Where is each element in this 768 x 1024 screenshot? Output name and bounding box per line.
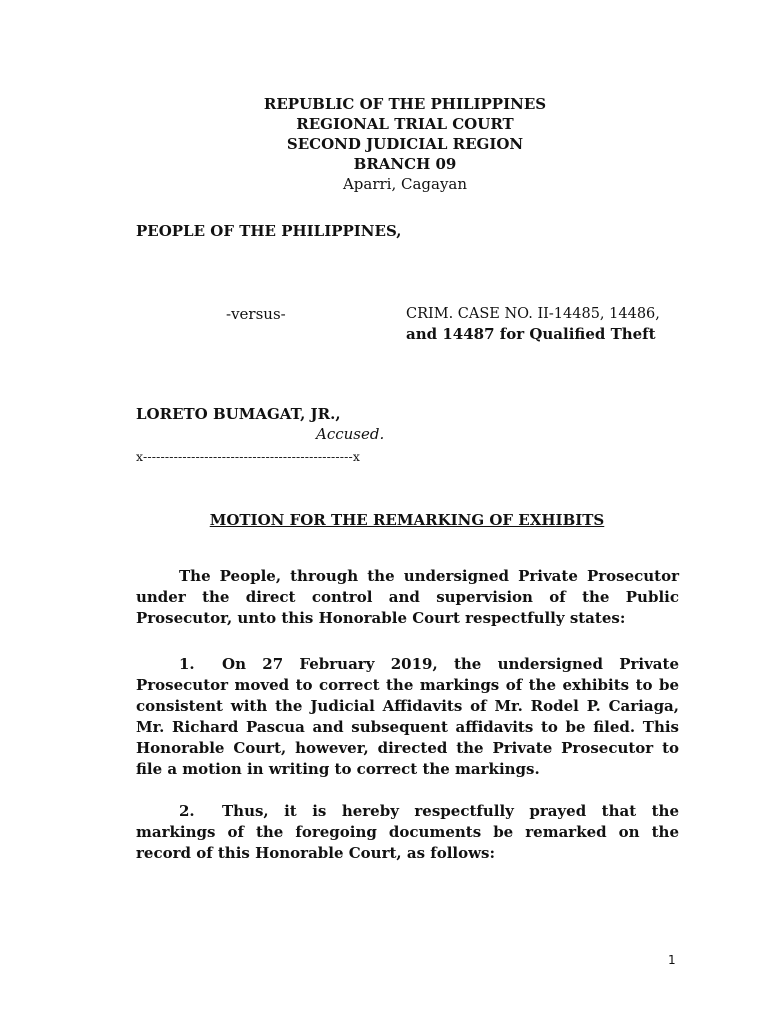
motion-title: MOTION FOR THE REMARKING OF EXHIBITS (209, 511, 605, 529)
intro-paragraph (136, 566, 679, 629)
paragraph-1 (136, 654, 679, 780)
intro-text: The People, through the undersigned Private Prosecutor under the direct control and supervision of the Public Prosecutor, unto this Honorable Court respectfully states: (136, 567, 679, 627)
plaintiff-name: PEOPLE OF THE PHILIPPINES, (136, 222, 402, 240)
header-region: SECOND JUDICIAL REGION (286, 135, 524, 153)
case-number-line2: and 14487 for Qualified Theft (406, 325, 656, 343)
court-header (0, 94, 768, 194)
header-branch: BRANCH 09 (353, 155, 457, 173)
page-number: 1 (668, 953, 676, 967)
accused-label: Accused. (316, 425, 385, 443)
caption-separator: x------------------------------------------------x (136, 449, 361, 464)
paragraph-number: 1. (179, 655, 195, 673)
versus-label: -versus- (226, 305, 286, 323)
paragraph-2 (136, 801, 679, 864)
accused-name: LORETO BUMAGAT, JR., (136, 405, 341, 423)
header-location: Aparri, Cagayan (342, 175, 468, 193)
paragraph-text: Thus, it is hereby respectfully prayed that the markings of the foregoing documents be remarked on the record of this Honorable Court, as follows: (136, 802, 679, 862)
paragraph-text: On 27 February 2019, the undersigned Private Prosecutor moved to correct the markings of the exhibits to be consistent with the Judicial Affidavits of Mr. Rodel P. Cariaga, Mr. Richard Pascua and subsequent affidavits to be filed. This Honorable Court, however, directed the Private Prosecutor to file a motion in writing to correct the markings. (136, 655, 679, 778)
header-republic: REPUBLIC OF THE PHILIPPINES (263, 95, 547, 113)
case-number-line1: CRIM. CASE NO. II-14485, 14486, (406, 306, 660, 322)
paragraph-number: 2. (179, 802, 195, 820)
header-court: REGIONAL TRIAL COURT (296, 115, 514, 133)
